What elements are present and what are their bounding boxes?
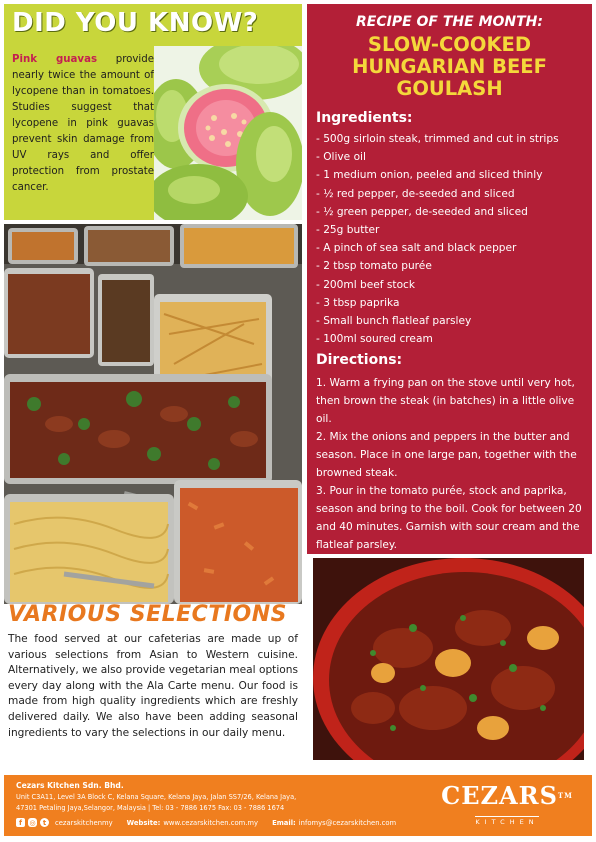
recipe-panel (307, 4, 592, 554)
ingredient-item: - 100ml soured cream (316, 333, 433, 346)
email-link[interactable]: infomys@cezarskitchen.com (298, 818, 397, 827)
ingredient-item: - 1 medium onion, peeled and sliced thinly (316, 169, 543, 182)
ingredient-item: - 2 tbsp tomato purée (316, 260, 432, 273)
guava-photo (154, 46, 302, 220)
footer-contact-row (16, 818, 410, 827)
ingredient-item: - ½ green pepper, de-seeded and sliced (316, 205, 528, 218)
recipe-title-line: GOULASH (396, 77, 503, 100)
footer-company: Cezars Kitchen Sdn. Bhd. (16, 781, 124, 790)
various-selections-title: VARIOUS SELECTIONS (8, 602, 287, 627)
logo-wordmark (432, 783, 582, 809)
ingredient-item: - 3 tbsp paprika (316, 296, 400, 309)
direction-step: 2. Mix the onions and peppers in the butter and season. Place in one large pan, together with the browned steak. (316, 431, 577, 479)
ingredient-item: - A pinch of sea salt and black pepper (316, 242, 517, 255)
recipe-title-line: SLOW-COOKED (367, 33, 532, 56)
facebook-icon[interactable]: f (16, 818, 25, 827)
ingredients-heading: Ingredients: (316, 110, 413, 126)
twitter-icon[interactable]: t (40, 818, 49, 827)
did-you-know-title: DID YOU KNOW? (12, 8, 259, 38)
did-you-know-text (12, 52, 154, 196)
social-handle[interactable]: cezarskitchenmy (55, 818, 113, 827)
highlight-pink-guavas: Pink guavas (12, 54, 98, 65)
recipe-title (307, 34, 592, 100)
email-label: Email: (272, 818, 296, 827)
direction-step: 3. Pour in the tomato purée, stock and paprika, season and bring to the boil. Cook for between 20 and 40 minutes. Garnish with sour cream and the flatleaf parsley. (316, 485, 582, 551)
ingredient-item: - 500g sirloin steak, trimmed and cut in strips (316, 133, 559, 145)
ingredient-item: - 200ml beef stock (316, 278, 416, 291)
logo-trademark: TM (557, 791, 573, 800)
guava-illustration (154, 46, 302, 220)
footer-address-line: Unit C3A11, Level 3A Block C, Kelana Square, Kelana Jaya, Jalan SS7/26, Kelana Jaya, (16, 793, 297, 801)
website-link[interactable]: www.cezarskitchen.com.my (163, 818, 259, 827)
footer (4, 775, 592, 836)
buffet-illustration (4, 224, 302, 604)
goulash-illustration (313, 558, 584, 760)
ingredient-item: - ½ red pepper, de-seeded and sliced (316, 187, 515, 200)
ingredient-item: - Small bunch flatleaf parsley (316, 315, 472, 328)
logo-main-text: CEZARS (441, 781, 558, 810)
cezars-kitchen-logo (432, 783, 582, 828)
ingredients-list (316, 130, 586, 348)
footer-address (16, 792, 376, 814)
ingredient-item: - Olive oil (316, 151, 366, 164)
instagram-icon[interactable]: ◎ (29, 818, 36, 827)
goulash-photo (313, 558, 584, 760)
directions-heading: Directions: (316, 352, 403, 368)
buffet-food-photo (4, 224, 302, 604)
directions-list (316, 374, 584, 554)
logo-subtext: KITCHEN (475, 818, 539, 826)
direction-step: 1. Warm a frying pan on the stove until very hot, then brown the steak (in batches) in a little olive oil. (316, 377, 575, 425)
did-you-know-body: provide nearly twice the amount of lycopene than in tomatoes. Studies suggest that lycopene in pink guavas prevent skin damage from UV rays and offer protection from prostate cancer. (12, 54, 154, 193)
ingredient-item: - 25g butter (316, 224, 380, 237)
website-label: Website: (126, 818, 161, 827)
recipe-of-the-month-label: RECIPE OF THE MONTH: (356, 14, 543, 30)
did-you-know-box (4, 4, 302, 220)
recipe-title-line: HUNGARIAN BEEF (352, 55, 547, 78)
various-selections-text: The food served at our cafeterias are made up of various selections from Asian to Western cuisine. Alternatively, we also provide vegetarian meal options every day along with the Ala Carte menu. Our food is made from high quality ingredients which are freshly delivered daily. We also have been adding seasonal ingredients to vary the selections in our daily menu. (8, 633, 298, 739)
footer-address-line: 47301 Petaling Jaya,Selangor, Malaysia | Tel: 03 - 7886 1675 Fax: 03 - 7886 1674 (16, 804, 285, 812)
